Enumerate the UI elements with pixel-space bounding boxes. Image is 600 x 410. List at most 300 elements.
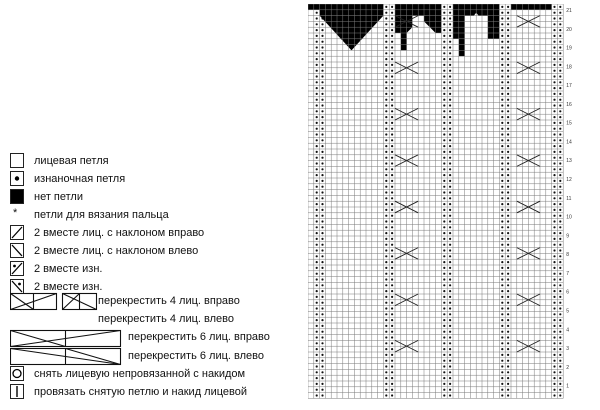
purl-dot xyxy=(443,139,445,141)
purl-dot xyxy=(385,128,387,130)
purl-dot xyxy=(507,331,509,333)
purl-dot xyxy=(391,180,393,182)
purl-dot xyxy=(391,342,393,344)
purl-dot xyxy=(316,12,318,14)
purl-dot xyxy=(391,377,393,379)
purl-dot xyxy=(443,46,445,48)
purl-dot xyxy=(321,365,323,367)
purl-dot xyxy=(507,215,509,217)
purl-dot xyxy=(385,81,387,83)
purl-dot xyxy=(553,238,555,240)
purl-dot xyxy=(443,389,445,391)
purl-dot xyxy=(443,180,445,182)
purl-dot xyxy=(391,168,393,170)
purl-dot xyxy=(553,365,555,367)
purl-dot xyxy=(559,12,561,14)
purl-dot xyxy=(559,191,561,193)
purl-dot xyxy=(385,238,387,240)
purl-dot xyxy=(321,220,323,222)
purl-dot xyxy=(443,331,445,333)
purl-dot xyxy=(559,52,561,54)
knit-stitch-icon xyxy=(10,153,24,168)
purl-dot xyxy=(449,41,451,43)
purl-dot xyxy=(316,139,318,141)
purl-dot xyxy=(443,278,445,280)
purl-dot xyxy=(449,302,451,304)
purl-dot xyxy=(385,220,387,222)
purl-dot xyxy=(316,35,318,37)
purl-dot xyxy=(391,93,393,95)
legend-label: петли для вязания пальца xyxy=(34,209,169,221)
purl-dot xyxy=(391,244,393,246)
purl-dot xyxy=(507,278,509,280)
purl-dot xyxy=(501,371,503,373)
purl-dot xyxy=(385,267,387,269)
purl-dot xyxy=(385,209,387,211)
purl-dot xyxy=(553,12,555,14)
purl-dot xyxy=(553,139,555,141)
legend-label: перекрестить 4 лиц. влево xyxy=(98,313,234,325)
purl-dot xyxy=(553,232,555,234)
purl-dot xyxy=(507,46,509,48)
purl-dot xyxy=(385,23,387,25)
row-number: 21 xyxy=(566,8,572,14)
purl-dot xyxy=(316,394,318,396)
purl-dot xyxy=(316,220,318,222)
purl-dot xyxy=(449,220,451,222)
purl-dot xyxy=(553,342,555,344)
purl-dot xyxy=(316,174,318,176)
purl-dot xyxy=(553,278,555,280)
purl-dot xyxy=(559,186,561,188)
purl-dot xyxy=(316,209,318,211)
purl-dot xyxy=(443,371,445,373)
purl-dot xyxy=(391,197,393,199)
purl-dot xyxy=(443,35,445,37)
purl-dot xyxy=(553,110,555,112)
purl-dot xyxy=(449,197,451,199)
purl-dot xyxy=(316,203,318,205)
purl-dot xyxy=(449,313,451,315)
purl-dot xyxy=(321,128,323,130)
slash-right-icon xyxy=(10,225,24,240)
purl-dot xyxy=(391,35,393,37)
cable-4-right-icon xyxy=(11,294,57,310)
purl-dot xyxy=(553,116,555,118)
purl-dot xyxy=(321,186,323,188)
purl-dot xyxy=(501,139,503,141)
purl-dot xyxy=(391,145,393,147)
purl-dot xyxy=(385,331,387,333)
purl-dot xyxy=(321,87,323,89)
purl-dot xyxy=(443,377,445,379)
purl-dot xyxy=(449,128,451,130)
purl-dot xyxy=(316,383,318,385)
purl-dot xyxy=(553,371,555,373)
purl-dot xyxy=(553,58,555,60)
purl-dot xyxy=(559,377,561,379)
purl-dot xyxy=(559,354,561,356)
purl-dot xyxy=(553,267,555,269)
purl-dot xyxy=(501,87,503,89)
purl-dot xyxy=(501,197,503,199)
cable-cross-symbols xyxy=(10,292,126,366)
purl-dot xyxy=(559,41,561,43)
purl-dot xyxy=(391,157,393,159)
purl-dot xyxy=(316,249,318,251)
purl-dot xyxy=(443,133,445,135)
row-number: 4 xyxy=(566,327,569,334)
purl-dot xyxy=(321,157,323,159)
purl-dot xyxy=(507,75,509,77)
purl-dot xyxy=(316,87,318,89)
purl-dot xyxy=(559,220,561,222)
purl-dot xyxy=(507,145,509,147)
purl-dot xyxy=(449,168,451,170)
purl-dot xyxy=(507,296,509,298)
purl-dot xyxy=(501,313,503,315)
purl-dot xyxy=(559,157,561,159)
legend-label: перекрестить 6 лиц. вправо xyxy=(128,331,270,343)
row-number: 13 xyxy=(566,158,572,165)
purl-dot xyxy=(321,133,323,135)
purl-dot xyxy=(321,307,323,309)
purl-dot xyxy=(507,41,509,43)
purl-dot xyxy=(321,325,323,327)
purl-dot xyxy=(559,394,561,396)
purl-dot xyxy=(501,58,503,60)
purl-dot xyxy=(443,348,445,350)
purl-dot xyxy=(443,365,445,367)
purl-dot xyxy=(507,191,509,193)
circle-icon xyxy=(10,366,24,381)
purl-dot xyxy=(316,267,318,269)
purl-dot xyxy=(443,267,445,269)
purl-dot xyxy=(553,307,555,309)
purl-dot xyxy=(507,238,509,240)
purl-dot xyxy=(321,226,323,228)
purl-dot xyxy=(449,284,451,286)
purl-dot xyxy=(559,99,561,101)
purl-dot xyxy=(507,87,509,89)
purl-dot xyxy=(321,174,323,176)
purl-dot xyxy=(385,348,387,350)
row-number: 5 xyxy=(566,308,569,315)
purl-dot xyxy=(559,238,561,240)
purl-dot xyxy=(321,81,323,83)
purl-dot xyxy=(391,58,393,60)
purl-dot xyxy=(443,29,445,31)
row-number: 10 xyxy=(566,214,572,221)
purl-dot xyxy=(321,296,323,298)
row-number: 3 xyxy=(566,346,569,353)
purl-dot xyxy=(391,238,393,240)
purl-dot xyxy=(443,354,445,356)
purl-dot xyxy=(391,191,393,193)
purl-dot xyxy=(449,17,451,19)
purl-dot xyxy=(385,110,387,112)
purl-dot xyxy=(391,151,393,153)
purl-dot xyxy=(449,203,451,205)
purl-dot xyxy=(443,197,445,199)
purl-dot xyxy=(385,52,387,54)
purl-dot xyxy=(391,313,393,315)
knitting-chart xyxy=(308,4,590,404)
purl-dot xyxy=(321,197,323,199)
purl-dot xyxy=(316,110,318,112)
purl-dot xyxy=(507,226,509,228)
purl-dot xyxy=(553,255,555,257)
purl-dot xyxy=(385,151,387,153)
purl-dot xyxy=(553,336,555,338)
purl-dot xyxy=(391,186,393,188)
purl-dot xyxy=(316,133,318,135)
purl-dot xyxy=(391,70,393,72)
purl-dot xyxy=(321,290,323,292)
purl-dot xyxy=(443,383,445,385)
purl-dot xyxy=(507,23,509,25)
purl-dot xyxy=(316,41,318,43)
purl-dot xyxy=(385,360,387,362)
purl-dot xyxy=(449,342,451,344)
purl-dot xyxy=(501,365,503,367)
purl-dot xyxy=(507,220,509,222)
purl-dot xyxy=(553,302,555,304)
purl-dot xyxy=(553,35,555,37)
purl-dot xyxy=(553,394,555,396)
row-number: 12 xyxy=(566,177,572,184)
purl-dot xyxy=(385,122,387,124)
purl-dot xyxy=(559,58,561,60)
purl-dot xyxy=(391,302,393,304)
purl-dot xyxy=(385,278,387,280)
purl-dot xyxy=(449,104,451,106)
purl-dot xyxy=(391,383,393,385)
purl-dot xyxy=(553,377,555,379)
purl-dot xyxy=(553,226,555,228)
purl-dot xyxy=(553,249,555,251)
purl-dot xyxy=(559,151,561,153)
purl-dot xyxy=(385,139,387,141)
purl-dot xyxy=(553,133,555,135)
purl-dot xyxy=(553,348,555,350)
purl-dot xyxy=(391,226,393,228)
purl-dot xyxy=(321,342,323,344)
purl-dot xyxy=(449,389,451,391)
purl-dot xyxy=(501,180,503,182)
purl-dot xyxy=(449,52,451,54)
purl-dot xyxy=(443,104,445,106)
purl-dot xyxy=(501,162,503,164)
purl-dot xyxy=(501,12,503,14)
purl-dot xyxy=(507,209,509,211)
purl-dot xyxy=(316,261,318,263)
purl-dot xyxy=(391,273,393,275)
purl-dot xyxy=(449,58,451,60)
row-number: 7 xyxy=(566,270,569,277)
purl-dot xyxy=(507,52,509,54)
purl-dot xyxy=(449,267,451,269)
purl-dot xyxy=(316,17,318,19)
purl-dot xyxy=(443,6,445,8)
purl-dot xyxy=(443,232,445,234)
purl-dot xyxy=(507,389,509,391)
legend-label: 2 вместе лиц. с наклоном вправо xyxy=(34,227,205,239)
purl-dot xyxy=(385,157,387,159)
purl-dot xyxy=(385,273,387,275)
purl-dot xyxy=(449,336,451,338)
purl-dot xyxy=(559,93,561,95)
cable-6-left-icon xyxy=(11,349,121,365)
purl-dot xyxy=(553,203,555,205)
purl-dot xyxy=(316,238,318,240)
purl-dot xyxy=(501,23,503,25)
purl-stitch-icon xyxy=(10,171,24,186)
purl-dot xyxy=(321,99,323,101)
purl-dot xyxy=(449,371,451,373)
purl-dot xyxy=(443,17,445,19)
purl-dot xyxy=(391,336,393,338)
purl-dot xyxy=(501,209,503,211)
purl-dot xyxy=(321,302,323,304)
purl-dot xyxy=(559,307,561,309)
purl-dot xyxy=(321,284,323,286)
purl-dot xyxy=(501,389,503,391)
purl-dot xyxy=(316,232,318,234)
purl-dot xyxy=(507,186,509,188)
purl-dot xyxy=(559,116,561,118)
purl-dot xyxy=(391,290,393,292)
purl-dot xyxy=(559,232,561,234)
legend-label: лицевая петля xyxy=(34,155,109,167)
purl-dot xyxy=(316,331,318,333)
purl-dot xyxy=(449,145,451,147)
purl-dot xyxy=(391,99,393,101)
purl-dot xyxy=(321,191,323,193)
purl-dot xyxy=(507,360,509,362)
purl-dot xyxy=(449,64,451,66)
purl-dot xyxy=(507,128,509,130)
purl-dot xyxy=(385,104,387,106)
cable-4-left-icon xyxy=(63,294,97,310)
purl-dot xyxy=(553,191,555,193)
purl-dot xyxy=(391,209,393,211)
purl-dot xyxy=(391,110,393,112)
purl-dot xyxy=(443,238,445,240)
purl-dot xyxy=(316,255,318,257)
purl-dot xyxy=(559,6,561,8)
row-number: 2 xyxy=(566,364,569,371)
purl-dot xyxy=(559,342,561,344)
purl-dot xyxy=(443,99,445,101)
purl-dot xyxy=(449,209,451,211)
purl-dot xyxy=(553,354,555,356)
purl-dot xyxy=(553,220,555,222)
purl-dot xyxy=(443,122,445,124)
purl-dot xyxy=(443,284,445,286)
purl-dot xyxy=(316,52,318,54)
purl-dot xyxy=(316,215,318,217)
purl-dot xyxy=(501,191,503,193)
purl-dot xyxy=(553,290,555,292)
purl-dot xyxy=(391,232,393,234)
purl-dot xyxy=(321,215,323,217)
purl-dot xyxy=(316,122,318,124)
purl-dot xyxy=(443,186,445,188)
purl-dot xyxy=(391,331,393,333)
purl-dot xyxy=(443,215,445,217)
row-number: 8 xyxy=(566,252,569,259)
purl-dot xyxy=(391,319,393,321)
purl-dot xyxy=(321,64,323,66)
purl-dot xyxy=(391,261,393,263)
purl-dot xyxy=(391,249,393,251)
row-number: 14 xyxy=(566,139,572,146)
purl-dot xyxy=(385,133,387,135)
purl-dot xyxy=(501,52,503,54)
purl-dot xyxy=(449,325,451,327)
purl-dot xyxy=(321,377,323,379)
purl-dot xyxy=(501,394,503,396)
purl-dot xyxy=(321,383,323,385)
purl-dot xyxy=(449,191,451,193)
purl-dot xyxy=(559,226,561,228)
purl-dot xyxy=(316,389,318,391)
purl-dot xyxy=(391,23,393,25)
purl-dot xyxy=(321,93,323,95)
purl-dot xyxy=(385,284,387,286)
purl-dot xyxy=(316,70,318,72)
purl-dot xyxy=(449,319,451,321)
purl-dot xyxy=(449,278,451,280)
purl-dot xyxy=(321,273,323,275)
purl-dot xyxy=(385,197,387,199)
purl-dot xyxy=(507,371,509,373)
purl-dot xyxy=(501,325,503,327)
row-number: 9 xyxy=(566,233,569,240)
purl-dot xyxy=(553,23,555,25)
purl-dot xyxy=(443,249,445,251)
purl-dot xyxy=(391,348,393,350)
legend-label: провязать снятую петлю и накид лицевой xyxy=(34,386,248,398)
purl-dot xyxy=(391,139,393,141)
no-stitch-icon xyxy=(10,189,24,204)
purl-dot xyxy=(559,278,561,280)
purl-dot xyxy=(501,331,503,333)
purl-dot xyxy=(449,365,451,367)
purl-dot xyxy=(501,64,503,66)
purl-dot xyxy=(391,284,393,286)
purl-dot xyxy=(449,215,451,217)
purl-dot xyxy=(501,249,503,251)
purl-dot xyxy=(385,87,387,89)
purl-dot xyxy=(316,371,318,373)
purl-dot xyxy=(553,162,555,164)
purl-dot xyxy=(507,17,509,19)
purl-dot xyxy=(501,6,503,8)
purl-dot xyxy=(321,52,323,54)
purl-dot xyxy=(385,342,387,344)
purl-dot xyxy=(449,133,451,135)
purl-dot xyxy=(559,249,561,251)
purl-dot xyxy=(385,383,387,385)
purl-dot xyxy=(316,191,318,193)
purl-dot xyxy=(449,290,451,292)
purl-dot xyxy=(321,122,323,124)
purl-dot xyxy=(443,75,445,77)
purl-dot xyxy=(316,75,318,77)
purl-dot xyxy=(321,180,323,182)
